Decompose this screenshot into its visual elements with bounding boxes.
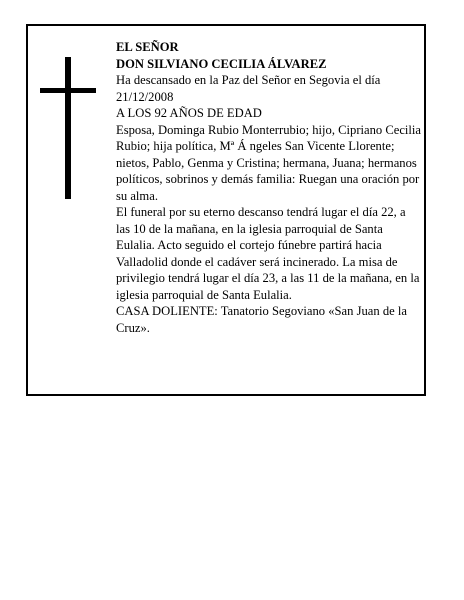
title-line-1: EL SEÑOR [116, 40, 179, 54]
obituary-notice [26, 24, 426, 396]
obituary-text [116, 39, 422, 336]
deceased-name: DON SILVIANO CECILIA ÁLVAREZ [116, 56, 327, 71]
mourning-house: CASA DOLIENTE: Tanatorio Segoviano «San Juan de la Cruz». [116, 304, 407, 335]
cross-icon [40, 57, 96, 199]
death-statement: Ha descansado en la Paz del Señor en Segovia el día 21/12/2008 [116, 73, 381, 104]
funeral-paragraph: El funeral por su eterno descanso tendrá lugar el día 22, a las 10 de la mañana, en la iglesia parroquial de Santa Eulalia. Acto seguido el cortejo fúnebre partirá hacia Valladolid donde el cadáver será incinerado. La misa de privilegio tendrá lugar el día 23, a las 11 de la mañana, en la iglesia parroquial de Santa Eulalia. [116, 205, 420, 302]
age-line: A LOS 92 AÑOS DE EDAD [116, 106, 262, 120]
cross-horizontal-bar [40, 88, 96, 93]
family-paragraph: Esposa, Dominga Rubio Monterrubio; hijo, Cipriano Cecilia Rubio; hija política, Mª Á ngeles San Vicente Llorente; nietos, Pablo, Genma y Cristina; hermana, Juana; hermanos políticos, sobrinos y demás familia: Ruegan una oración por su alma. [116, 122, 422, 203]
cross-vertical-bar [65, 57, 71, 199]
